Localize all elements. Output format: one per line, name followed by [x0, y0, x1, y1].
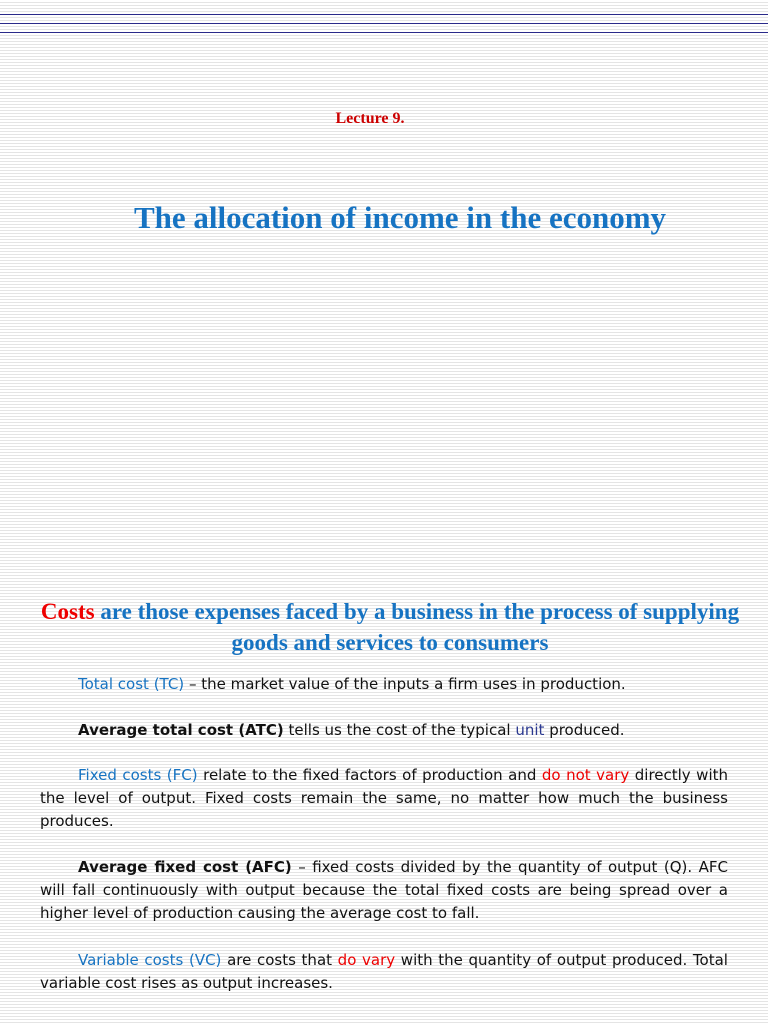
- definition-text: – the market value of the inputs a firm uses in production.: [188, 675, 626, 693]
- definition-fixed-costs: [40, 764, 728, 833]
- term-variable-costs: Variable costs (VC): [78, 951, 222, 969]
- term-average-total-cost: Average total cost (ATC): [78, 721, 284, 739]
- term-fixed-costs: Fixed costs (FC): [78, 766, 198, 784]
- definition-text: with the quantity of output produced. Total variable cost rises as output increases.: [40, 951, 728, 992]
- definition-text: are costs that: [227, 951, 333, 969]
- top-rule-2: [0, 23, 768, 24]
- definition-text: directly with the level of output. Fixed costs remain the same, no matter how much the business produces.: [40, 766, 728, 830]
- top-rule-3: [0, 32, 768, 33]
- lecture-label: Lecture 9.: [335, 110, 405, 127]
- heading-term: Costs: [40, 599, 95, 624]
- heading-text: are those expenses faced by a business in the process of supplying goods and services to consumers: [100, 599, 740, 655]
- definition-text: tells us the cost of the typical: [288, 721, 511, 739]
- top-rule-1: [0, 14, 768, 15]
- definition-text: – fixed costs divided by the quantity of output (Q). AFC will fall continuously with output because the total fixed costs are being spread over a higher level of production causing the average cost to fall.: [40, 858, 728, 922]
- definition-total-cost: [40, 673, 728, 696]
- definition-text: produced.: [549, 721, 625, 739]
- page-title: The allocation of income in the economy: [133, 200, 667, 235]
- definition-text: relate to the fixed factors of production and: [203, 766, 537, 784]
- highlight-do-not-vary: do not vary: [541, 766, 630, 784]
- definition-average-fixed-cost: [40, 856, 728, 925]
- highlight-unit: unit: [515, 721, 545, 739]
- highlight-do-vary: do vary: [337, 951, 396, 969]
- term-average-fixed-cost: Average fixed cost (AFC): [78, 858, 292, 876]
- section-heading: [30, 596, 750, 658]
- term-total-cost: Total cost (TC): [78, 675, 185, 693]
- definition-variable-costs: [40, 949, 728, 995]
- definition-average-total-cost: [40, 719, 728, 742]
